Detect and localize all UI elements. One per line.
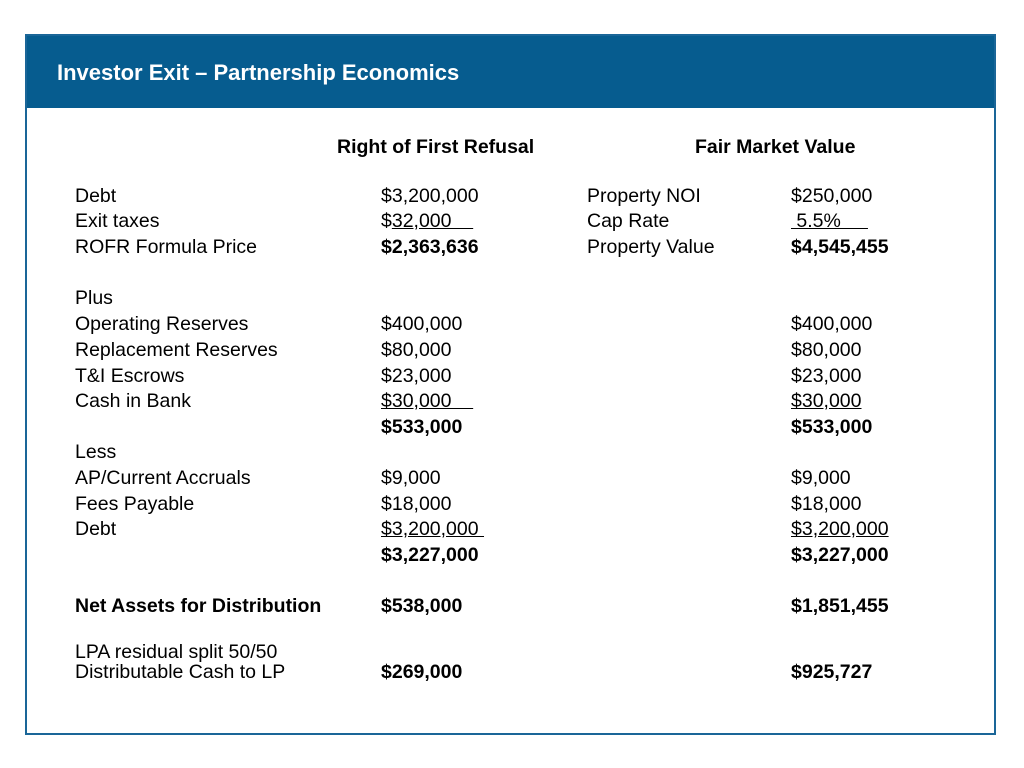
row-label: Debt [75, 185, 117, 207]
rofr-value: $80,000 [381, 339, 452, 361]
fmv-value: $925,727 [791, 661, 873, 683]
rofr-value-prefix: $ [381, 210, 392, 232]
fmv-value: $9,000 [791, 467, 851, 489]
rofr-value: $9,000 [381, 467, 441, 489]
column-header-fmv: Fair Market Value [695, 136, 856, 158]
row-label: Less [75, 441, 117, 463]
rofr-value: $538,000 [381, 595, 463, 617]
rofr-value-amount: 32,000 [391, 210, 474, 232]
row-label: Operating Reserves [75, 313, 249, 335]
fmv-value: $4,545,455 [791, 236, 889, 258]
fmv-label: Property NOI [587, 185, 701, 207]
fmv-value: $80,000 [791, 339, 862, 361]
fmv-value: $533,000 [791, 416, 873, 438]
fmv-value: $23,000 [791, 365, 862, 387]
fmv-value: $18,000 [791, 493, 862, 515]
rofr-value: $23,000 [381, 365, 452, 387]
fmv-value: $3,200,000 [791, 518, 889, 540]
rofr-value: $269,000 [381, 661, 463, 683]
row-label: Plus [75, 287, 113, 309]
row-label: AP/Current Accruals [75, 467, 251, 489]
rofr-value: $533,000 [381, 416, 463, 438]
rofr-value: $18,000 [381, 493, 452, 515]
row-label: Distributable Cash to LP [75, 661, 286, 683]
row-label: T&I Escrows [75, 365, 185, 387]
row-label: ROFR Formula Price [75, 236, 258, 258]
rofr-value: $3,200,000 [381, 518, 485, 540]
row-label: Debt [75, 518, 117, 540]
row-label: Fees Payable [75, 493, 195, 515]
fmv-value: $400,000 [791, 313, 873, 335]
fmv-value: $250,000 [791, 185, 873, 207]
row-label: Cash in Bank [75, 390, 191, 412]
row-label: Replacement Reserves [75, 339, 278, 361]
rofr-value: $3,200,000 [381, 185, 479, 207]
rofr-value: $2,363,636 [381, 236, 479, 258]
fmv-value: $30,000 [791, 390, 862, 412]
fmv-value: $1,851,455 [791, 595, 889, 617]
rofr-value: $400,000 [381, 313, 463, 335]
fmv-value: $3,227,000 [791, 544, 889, 566]
slide-title: Investor Exit – Partnership Economics [57, 60, 460, 85]
row-label: Exit taxes [75, 210, 160, 232]
row-label: LPA residual split 50/50 [75, 641, 278, 663]
rofr-value [381, 210, 473, 232]
rofr-value: $30,000 [381, 390, 474, 412]
fmv-label: Property Value [587, 236, 715, 258]
row-label: Net Assets for Distribution [75, 595, 322, 617]
rofr-value: $3,227,000 [381, 544, 479, 566]
column-header-rofr: Right of First Refusal [337, 136, 535, 158]
fmv-label: Cap Rate [587, 210, 670, 232]
fmv-value: 5.5% [791, 210, 868, 232]
